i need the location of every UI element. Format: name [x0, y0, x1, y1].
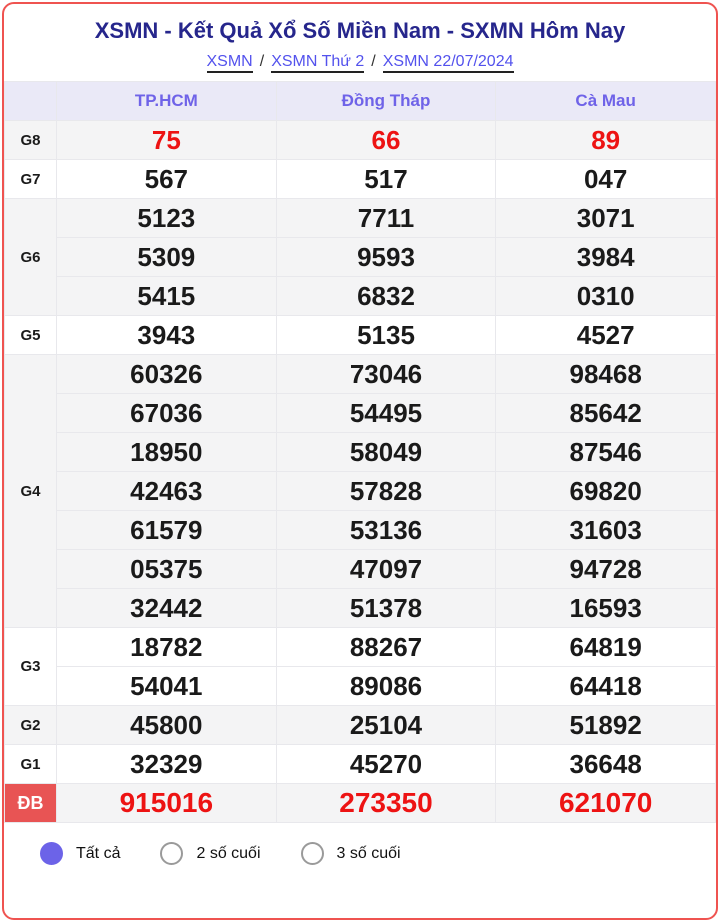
prize-label-g8: G8	[5, 121, 57, 160]
result-cell: 42463	[57, 472, 277, 511]
table-row	[5, 277, 716, 316]
result-cell: 18782	[57, 628, 277, 667]
result-cell: 64819	[496, 628, 716, 667]
prize-label-g5: G5	[5, 316, 57, 355]
result-cell: 57828	[276, 472, 496, 511]
result-cell: 7711	[276, 199, 496, 238]
result-cell: 32329	[57, 745, 277, 784]
result-cell: 60326	[57, 355, 277, 394]
result-cell: 3943	[57, 316, 277, 355]
result-cell: 18950	[57, 433, 277, 472]
table-row	[5, 745, 716, 784]
result-cell: 273350	[276, 784, 496, 823]
result-cell: 75	[57, 121, 277, 160]
results-table	[4, 81, 716, 823]
radio-option-all[interactable]	[40, 842, 120, 865]
result-cell: 6832	[276, 277, 496, 316]
table-row	[5, 589, 716, 628]
result-cell: 16593	[496, 589, 716, 628]
result-cell: 915016	[57, 784, 277, 823]
radio-label: 3 số cuối	[336, 844, 401, 862]
result-cell: 51378	[276, 589, 496, 628]
table-row	[5, 160, 716, 199]
radio-label: Tất cả	[76, 844, 121, 862]
table-row	[5, 238, 716, 277]
result-cell: 45270	[276, 745, 496, 784]
table-row	[5, 316, 716, 355]
radio-selected-icon[interactable]	[40, 842, 63, 865]
breadcrumb-link-xsmn-date[interactable]: XSMN 22/07/2024	[383, 53, 514, 73]
result-cell: 67036	[57, 394, 277, 433]
result-cell: 47097	[276, 550, 496, 589]
table-row	[5, 667, 716, 706]
breadcrumb-separator: /	[371, 53, 376, 70]
radio-unselected-icon[interactable]	[160, 842, 183, 865]
lottery-results-card	[2, 2, 718, 920]
corner-cell	[5, 82, 57, 121]
prize-label-g2: G2	[5, 706, 57, 745]
result-cell: 0310	[496, 277, 716, 316]
column-header-ca-mau: Cà Mau	[496, 82, 716, 121]
result-cell: 25104	[276, 706, 496, 745]
table-row	[5, 550, 716, 589]
radio-option-last-2-digits[interactable]	[160, 842, 260, 865]
table-row	[5, 355, 716, 394]
result-cell: 45800	[57, 706, 277, 745]
column-header-dong-thap: Đồng Tháp	[276, 82, 496, 121]
table-row	[5, 199, 716, 238]
prize-label-g4: G4	[5, 355, 57, 628]
result-cell: 567	[57, 160, 277, 199]
result-cell: 36648	[496, 745, 716, 784]
result-cell: 58049	[276, 433, 496, 472]
display-mode-options	[4, 823, 716, 865]
prize-label-db: ĐB	[5, 784, 57, 823]
result-cell: 517	[276, 160, 496, 199]
breadcrumb-link-xsmn-thu-2[interactable]: XSMN Thứ 2	[271, 53, 364, 73]
result-cell: 05375	[57, 550, 277, 589]
column-header-tphcm: TP.HCM	[57, 82, 277, 121]
table-row	[5, 433, 716, 472]
prize-label-g3: G3	[5, 628, 57, 706]
prize-label-g6: G6	[5, 199, 57, 316]
result-cell: 89086	[276, 667, 496, 706]
table-row	[5, 706, 716, 745]
result-cell: 9593	[276, 238, 496, 277]
result-cell: 047	[496, 160, 716, 199]
table-row	[5, 121, 716, 160]
result-cell: 64418	[496, 667, 716, 706]
prize-label-g7: G7	[5, 160, 57, 199]
result-cell: 5135	[276, 316, 496, 355]
breadcrumb	[4, 53, 716, 71]
result-cell: 4527	[496, 316, 716, 355]
result-cell: 621070	[496, 784, 716, 823]
page-title: XSMN - Kết Quả Xổ Số Miền Nam - SXMN Hôm Nay	[94, 18, 626, 43]
breadcrumb-separator: /	[259, 53, 265, 70]
result-cell: 87546	[496, 433, 716, 472]
table-row	[5, 784, 716, 823]
result-cell: 31603	[496, 511, 716, 550]
result-cell: 5309	[57, 238, 277, 277]
table-row	[5, 511, 716, 550]
result-cell: 73046	[276, 355, 496, 394]
result-cell: 94728	[496, 550, 716, 589]
result-cell: 85642	[496, 394, 716, 433]
result-cell: 66	[276, 121, 496, 160]
result-cell: 5123	[57, 199, 277, 238]
breadcrumb-link-xsmn[interactable]: XSMN	[207, 53, 253, 73]
result-cell: 5415	[57, 277, 277, 316]
result-cell: 53136	[276, 511, 496, 550]
table-row	[5, 472, 716, 511]
result-cell: 51892	[496, 706, 716, 745]
table-header-row	[5, 82, 716, 121]
result-cell: 3071	[496, 199, 716, 238]
result-cell: 3984	[496, 238, 716, 277]
table-row	[5, 628, 716, 667]
prize-label-g1: G1	[5, 745, 57, 784]
radio-unselected-icon[interactable]	[301, 842, 324, 865]
result-cell: 88267	[276, 628, 496, 667]
result-cell: 69820	[496, 472, 716, 511]
result-cell: 89	[496, 121, 716, 160]
table-row	[5, 394, 716, 433]
radio-label: 2 số cuối	[196, 844, 261, 862]
result-cell: 98468	[496, 355, 716, 394]
result-cell: 54495	[276, 394, 496, 433]
radio-option-last-3-digits[interactable]	[301, 842, 401, 865]
result-cell: 54041	[57, 667, 277, 706]
result-cell: 61579	[57, 511, 277, 550]
result-cell: 32442	[57, 589, 277, 628]
